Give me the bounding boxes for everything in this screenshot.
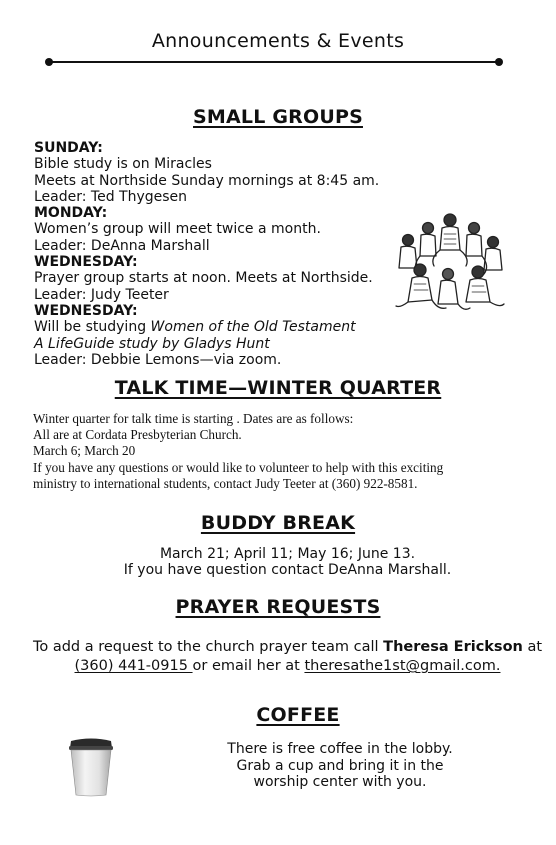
contact-name: Theresa Erickson xyxy=(383,639,523,655)
talk-time-line: Winter quarter for talk time is starting . Dates are as follows: xyxy=(33,411,354,426)
small-groups-list xyxy=(34,140,414,368)
study-title: Women of the Old Testament xyxy=(150,319,356,336)
group-detail: Prayer group starts at noon. Meets at Northside. xyxy=(34,270,373,287)
group-day: SUNDAY: xyxy=(34,140,103,156)
group-detail: Meets at Northside Sunday mornings at 8:45 am. xyxy=(34,172,380,189)
small-groups-heading: SMALL GROUPS xyxy=(193,106,363,128)
coffee-cup-icon xyxy=(66,735,116,797)
talk-time-line: All are at Cordata Presbyterian Church. xyxy=(33,427,242,443)
email-link[interactable]: theresathe1st@gmail.com. xyxy=(304,658,501,674)
talk-time-heading: TALK TIME—WINTER QUARTER xyxy=(114,377,442,399)
phone-link[interactable]: (360) 441-0915 xyxy=(74,658,193,674)
prayer-line-2: (360) 441-0915 or email her at theresathe1st@gmail.com. xyxy=(74,658,501,674)
coffee-line: worship center with you. xyxy=(253,774,427,790)
buddy-break-details xyxy=(0,546,556,578)
divider-right-dot xyxy=(495,58,503,66)
group-leader: Leader: Ted Thygesen xyxy=(34,188,188,205)
group-detail: Women’s group will meet twice a month. xyxy=(34,221,321,238)
page-title: Announcements & Events xyxy=(151,30,405,52)
group-detail xyxy=(34,319,414,335)
study-intro: Will be studying xyxy=(34,319,151,336)
talk-time-dates: March 6; March 20 xyxy=(33,443,136,459)
group-circle-illustration xyxy=(390,208,510,316)
talk-time-line: If you have any questions or would like to volunteer to help with this exciting xyxy=(33,459,444,475)
group-leader: Leader: Debbie Lemons—via zoom. xyxy=(34,351,282,368)
group-day: WEDNESDAY: xyxy=(34,302,138,319)
buddy-break-heading: BUDDY BREAK xyxy=(200,512,356,534)
prayer-requests-heading: PRAYER REQUESTS xyxy=(175,596,381,618)
coffee-details xyxy=(200,741,480,791)
group-leader: Leader: Judy Teeter xyxy=(34,286,169,303)
prayer-requests-details xyxy=(20,638,555,676)
talk-time-contact: ministry to international students, contact Judy Teeter at (360) 922-8581. xyxy=(33,475,418,491)
group-day: MONDAY: xyxy=(34,205,108,222)
coffee-heading: COFFEE xyxy=(256,704,340,726)
buddy-break-contact: If you have question contact DeAnna Marshall. xyxy=(123,562,452,578)
divider-left-dot xyxy=(45,58,53,66)
group-leader: Leader: DeAnna Marshall xyxy=(34,237,210,254)
buddy-break-dates: March 21; April 11; May 16; June 13. xyxy=(159,546,416,562)
coffee-line: Grab a cup and bring it in the xyxy=(236,757,444,774)
prayer-line-1: To add a request to the church prayer team call Theresa Erickson at xyxy=(32,639,543,655)
study-subtitle: A LifeGuide study by Gladys Hunt xyxy=(34,335,270,352)
group-detail: Bible study is on Miracles xyxy=(34,156,212,173)
coffee-line: There is free coffee in the lobby. xyxy=(227,741,453,757)
group-day: WEDNESDAY: xyxy=(34,254,138,271)
talk-time-details xyxy=(33,411,533,492)
header-divider xyxy=(48,61,500,63)
